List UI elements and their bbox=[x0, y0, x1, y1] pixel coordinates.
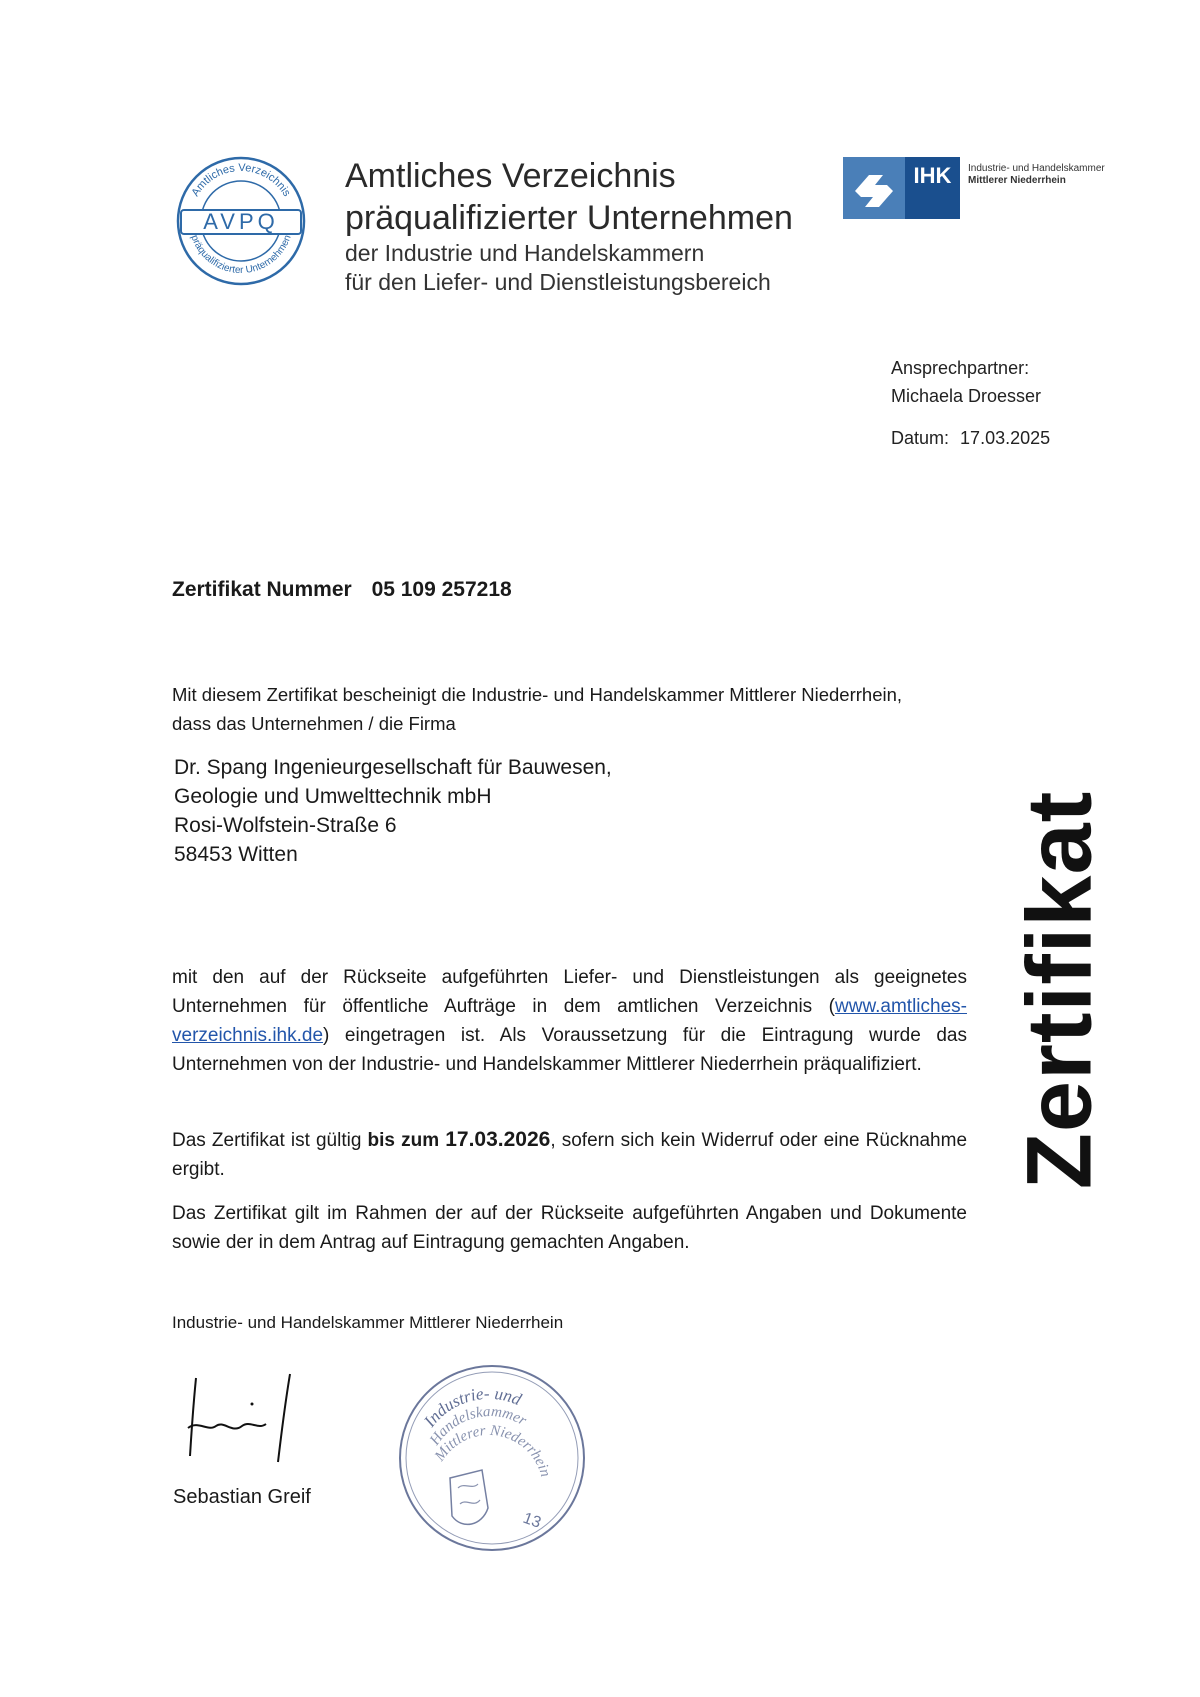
date-row bbox=[891, 424, 1050, 452]
title-line-1: Amtliches Verzeichnis bbox=[345, 157, 676, 195]
issuer-name: Industrie- und Handelskammer Mittlerer Niederrhein bbox=[172, 1313, 564, 1332]
ihk-logo-icon bbox=[843, 157, 1123, 219]
validity-paragraph bbox=[172, 1125, 967, 1184]
company-address bbox=[174, 753, 612, 869]
ihk-text-line-2: Mittlerer Niederrhein bbox=[968, 175, 1066, 186]
svg-text:13: 13 bbox=[520, 1509, 544, 1532]
handwritten-signature-icon bbox=[178, 1368, 308, 1468]
paragraph1-text-b: ) eingetragen ist. Als Voraussetzung für die Eintragung wurde das Unternehmen von der Industrie- und Handelskammer Mittlerer Niederrhein präqualifiziert. bbox=[172, 1025, 967, 1075]
official-stamp-icon bbox=[392, 1358, 592, 1558]
certificate-number-label: Zertifikat Nummer bbox=[172, 578, 352, 601]
scope-paragraph: Das Zertifikat gilt im Rahmen der auf der Rückseite aufgeführten Angaben und Dokumente sowie der in dem Antrag auf Eintragung gemachten Angaben. bbox=[172, 1203, 967, 1253]
validity-until: bis zum bbox=[367, 1130, 440, 1151]
company-city: 58453 Witten bbox=[174, 843, 298, 866]
date-label: Datum: bbox=[891, 428, 950, 448]
svg-text:Amtliches Verzeichnis: Amtliches Verzeichnis bbox=[189, 161, 293, 199]
contact-block bbox=[891, 354, 1050, 452]
ihk-word: IHK bbox=[905, 157, 960, 219]
certificate-number bbox=[172, 578, 512, 602]
ihk-text-line-1: Industrie- und Handelskammer bbox=[968, 163, 1105, 174]
svg-text:Handelskammer: Handelskammer bbox=[427, 1403, 530, 1449]
svg-text:präqualifizierter Unternehmen: präqualifizierter Unternehmen bbox=[188, 233, 294, 277]
contact-name: Michaela Droesser bbox=[891, 386, 1042, 406]
signer-name: Sebastian Greif bbox=[173, 1486, 311, 1508]
directory-link[interactable]: www.amtliches-verzeichnis.ihk.de bbox=[172, 996, 967, 1046]
company-name-line-1: Dr. Spang Ingenieurgesellschaft für Bauwesen, bbox=[174, 756, 612, 779]
svg-text:Industrie- und: Industrie- und bbox=[420, 1383, 525, 1431]
ihk-arrows-icon bbox=[843, 157, 905, 219]
certificate-number-value: 05 109 257218 bbox=[371, 578, 512, 601]
document-title bbox=[345, 155, 845, 297]
title-line-2: präqualifizierter Unternehmen bbox=[345, 199, 793, 237]
contact-label: Ansprechpartner: bbox=[891, 358, 1030, 378]
date-value: 17.03.2025 bbox=[960, 428, 1051, 448]
avpq-seal-icon bbox=[175, 155, 307, 287]
registration-paragraph bbox=[172, 963, 967, 1079]
svg-text:AVPQ: AVPQ bbox=[203, 209, 279, 234]
company-street: Rosi-Wolfstein-Straße 6 bbox=[174, 814, 397, 837]
intro-text: Mit diesem Zertifikat bescheinigt die Industrie- und Handelskammer Mittlerer Niederrhein, dass das Unternehmen / die Firma bbox=[172, 684, 903, 734]
vertical-title-text: Zertifikat bbox=[1008, 790, 1111, 1190]
company-name-line-2: Geologie und Umwelttechnik mbH bbox=[174, 785, 492, 808]
subtitle-line-1: der Industrie und Handelskammern bbox=[345, 240, 705, 266]
ihk-logo-text bbox=[968, 163, 1105, 187]
subtitle-line-2: für den Liefer- und Dienstleistungsbereich bbox=[345, 269, 771, 295]
vertical-title bbox=[1000, 780, 1120, 1200]
svg-text:Mittlerer Niederrhein: Mittlerer Niederrhein bbox=[432, 1422, 554, 1479]
paragraph1-text-a: mit den auf der Rückseite aufgeführten Liefer- und Dienstleistungen als geeignetes Unternehmen für öffentliche Aufträge in dem amtlichen Verzeichnis ( bbox=[172, 967, 967, 1017]
validity-text-b: , sofern sich kein Widerruf oder eine Rücknahme ergibt. bbox=[172, 1130, 968, 1180]
validity-date: 17.03.2026 bbox=[445, 1128, 551, 1151]
validity-text-a: Das Zertifikat ist gültig bbox=[172, 1130, 368, 1151]
